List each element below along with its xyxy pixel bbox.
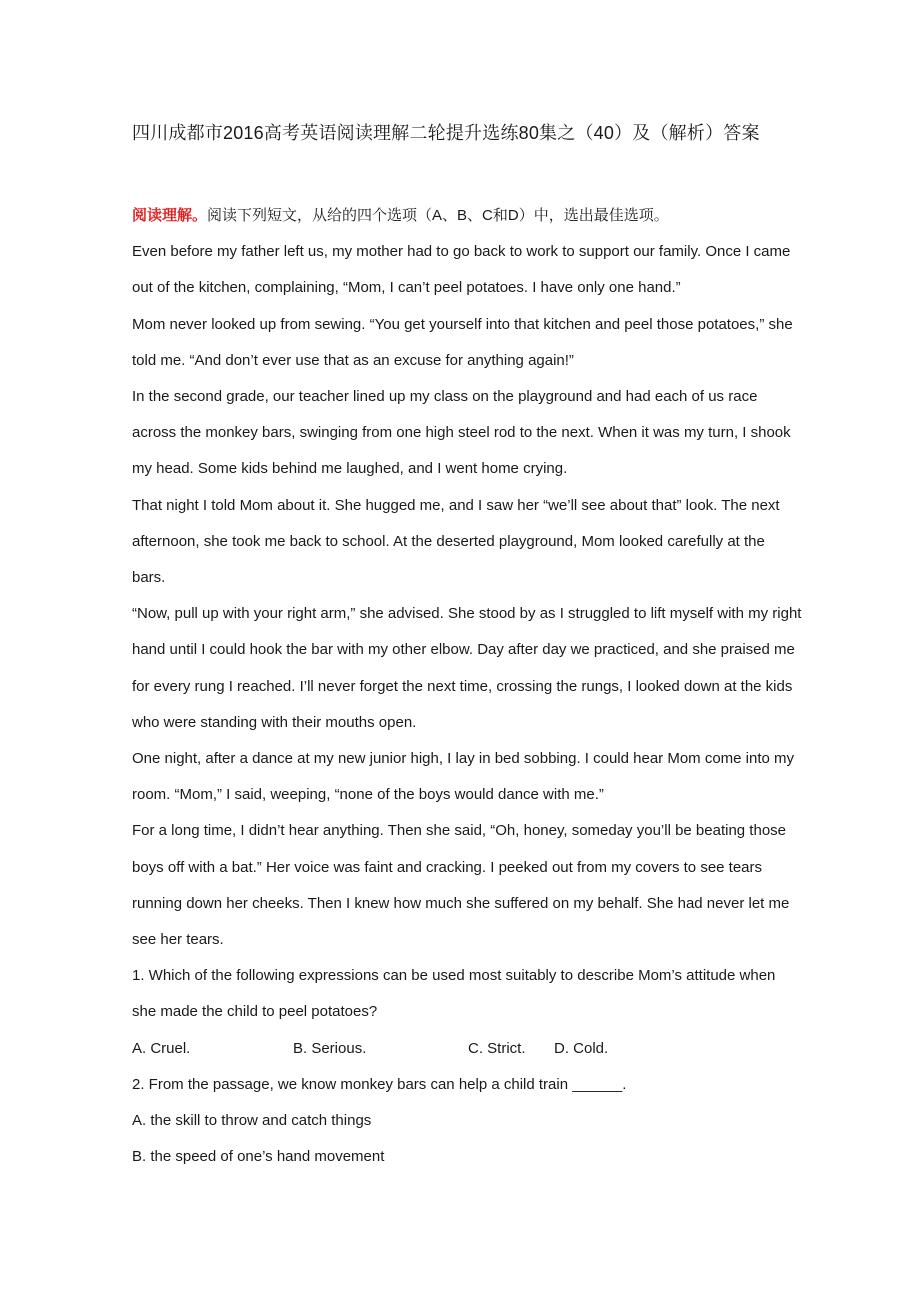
document-body (132, 198, 802, 1175)
answer-option: B. Serious. (293, 1039, 367, 1057)
document-title: 四川成都市2016高考英语阅读理解二轮提升选练80集之（40）及（解析）答案 (132, 123, 760, 143)
answer-option: B. the speed of one’s hand movement (132, 1148, 385, 1166)
passage-paragraph: That night I told Mom about it. She hugged me, and I saw her “we’ll see about that” look. The next afternoon, she took me back to school. At the deserted playground, Mom looked carefully at the bars. (132, 496, 780, 587)
answer-option: C. Strict. (468, 1039, 526, 1057)
question-stem: 2. From the passage, we know monkey bars can help a child train ______. (132, 1075, 627, 1093)
passage-paragraph: In the second grade, our teacher lined up my class on the playground and had each of us race across the monkey bars, swinging from one high steel rod to the next. When it was my turn, I shook my head. Some kids behind me laughed, and I went home crying. (132, 388, 791, 478)
passage-paragraph: Mom never looked up from sewing. “You get yourself into that kitchen and peel those potatoes,” she told me. “And don’t ever use that as an excuse for anything again!” (132, 315, 793, 369)
answer-option: D. Cold. (554, 1039, 609, 1057)
question-stem: 1. Which of the following expressions can be used most suitably to describe Mom’s attitude when she made the child to peel potatoes? (132, 967, 776, 1021)
instruction-text: 阅读下列短文，从给的四个选项（A、B、C和D）中，选出最佳选项。 (207, 207, 669, 224)
passage-paragraph: For a long time, I didn’t hear anything. Then she said, “Oh, honey, someday you’ll be beating those boys off with a bat.” Her voice was faint and cracking. I peeked out from my covers to see tears running down her cheeks. Then I knew how much she suffered on my behalf. She had never let me see her tears. (132, 822, 790, 949)
instruction-line (132, 198, 802, 234)
passage-paragraph: Even before my father left us, my mother had to go back to work to support our family. Once I came out of the kitchen, complaining, “Mom, I can’t peel potatoes. I have only one hand.” (132, 243, 791, 297)
answer-option: A. the skill to throw and catch things (132, 1112, 372, 1130)
passage-paragraph: One night, after a dance at my new junior high, I lay in bed sobbing. I could hear Mom come into my room. “Mom,” I said, weeping, “none of the boys would dance with me.” (132, 750, 795, 804)
passage-paragraph: “Now, pull up with your right arm,” she advised. She stood by as I struggled to lift myself with my right hand until I could hook the bar with my other elbow. Day after day we practiced, and she praised me for every rung I reached. I’ll never forget the next time, crossing the rungs, I looked down at the kids who were standing with their mouths open. (132, 605, 802, 731)
answer-option: A. Cruel. (132, 1039, 191, 1057)
instruction-label: 阅读理解。 (132, 207, 208, 224)
answer-options-row (132, 1031, 802, 1067)
